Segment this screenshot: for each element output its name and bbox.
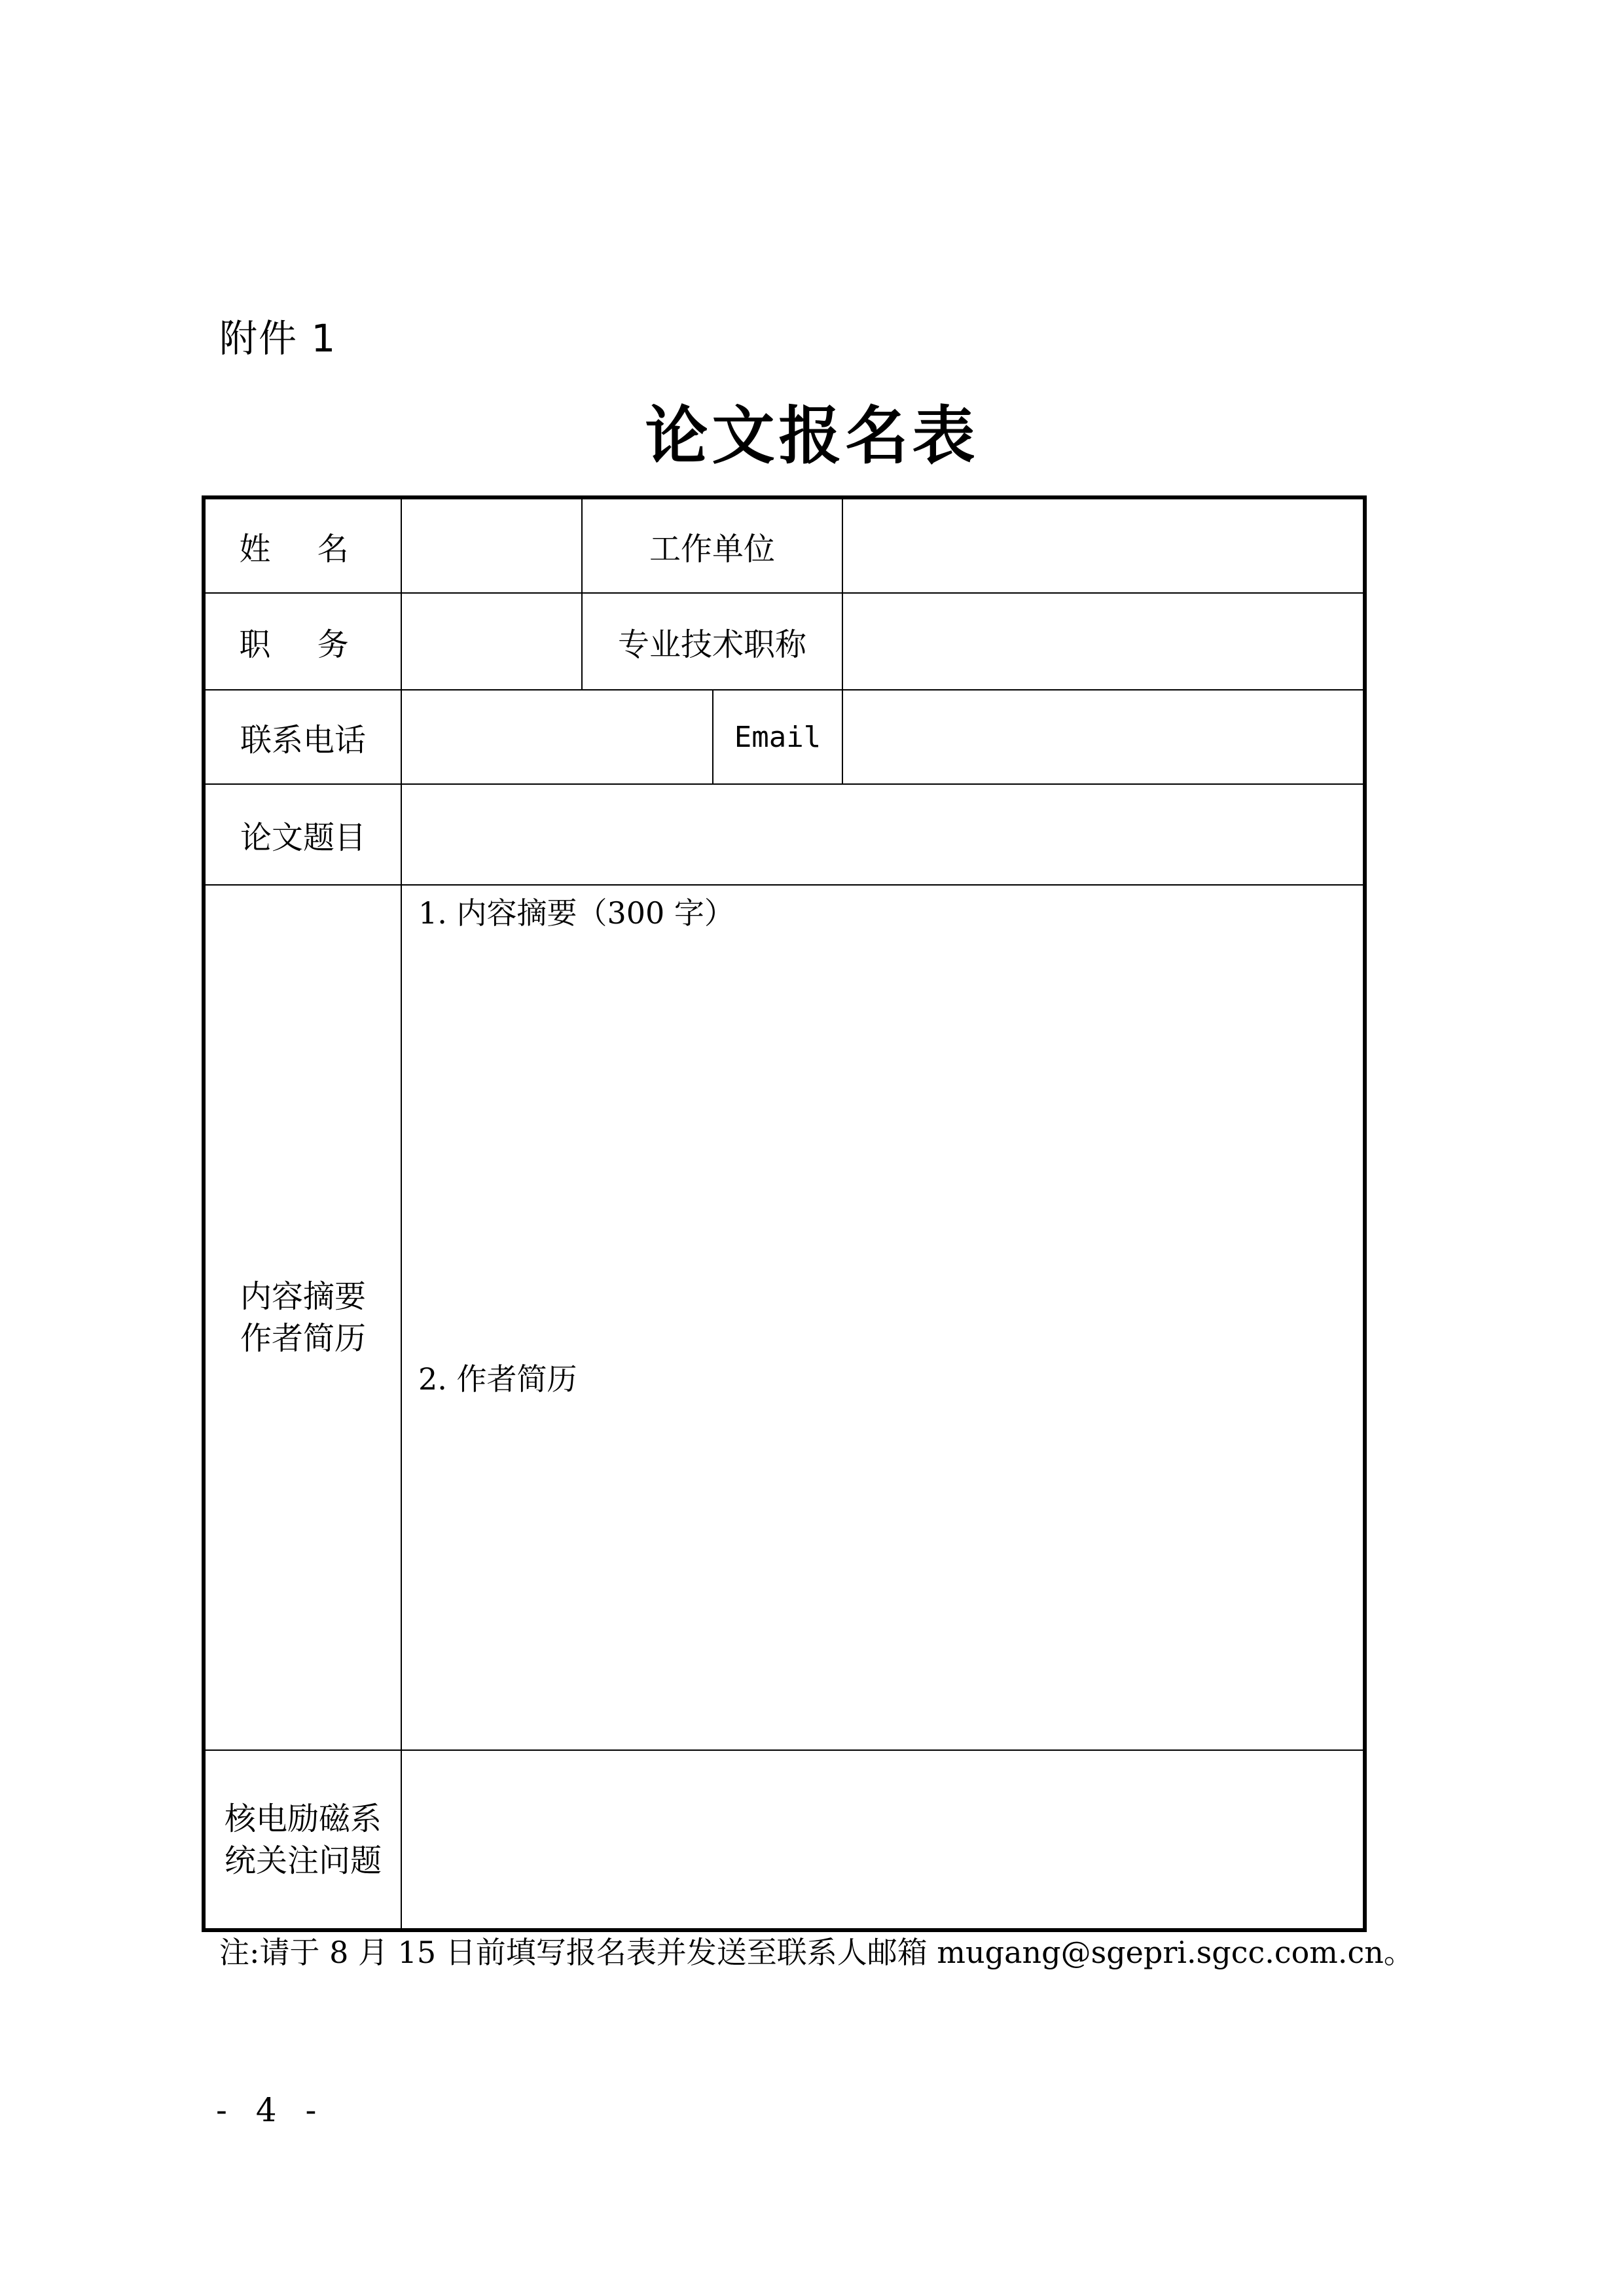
summary-item-2: 2. 作者简历 (418, 1361, 577, 1397)
work-unit-label: 工作单位 (583, 499, 843, 594)
summary-item-1: 1. 内容摘要（300 字） (418, 895, 734, 931)
position-label: 职 务 (206, 594, 402, 691)
registration-form (202, 495, 1367, 1932)
name-label: 姓 名 (206, 499, 402, 594)
email-label: Email (713, 691, 843, 785)
name-field[interactable] (402, 499, 583, 594)
summary-resume-label: 内容摘要 作者简历 (206, 886, 402, 1751)
paper-title-label: 论文题目 (206, 785, 402, 886)
summary-resume-field[interactable] (402, 886, 1363, 1751)
submission-note: 注:请于 8 月 15 日前填写报名表并发送至联系人邮箱 mugang@sgepri.sgcc.com.cn。 (219, 1935, 1414, 1970)
concern-label: 核电励磁系 统关注问题 (206, 1751, 402, 1928)
attachment-label: 附件 1 (219, 316, 337, 361)
email-field[interactable] (843, 691, 1363, 785)
position-field[interactable] (402, 594, 583, 691)
paper-title-field[interactable] (402, 785, 1363, 886)
phone-field[interactable] (402, 691, 713, 785)
professional-title-label: 专业技术职称 (583, 594, 843, 691)
page-title: 论文报名表 (645, 399, 979, 473)
phone-label: 联系电话 (206, 691, 402, 785)
work-unit-field[interactable] (843, 499, 1363, 594)
professional-title-field[interactable] (843, 594, 1363, 691)
page-number: - 4 - (216, 2091, 326, 2129)
concern-field[interactable] (402, 1751, 1363, 1928)
